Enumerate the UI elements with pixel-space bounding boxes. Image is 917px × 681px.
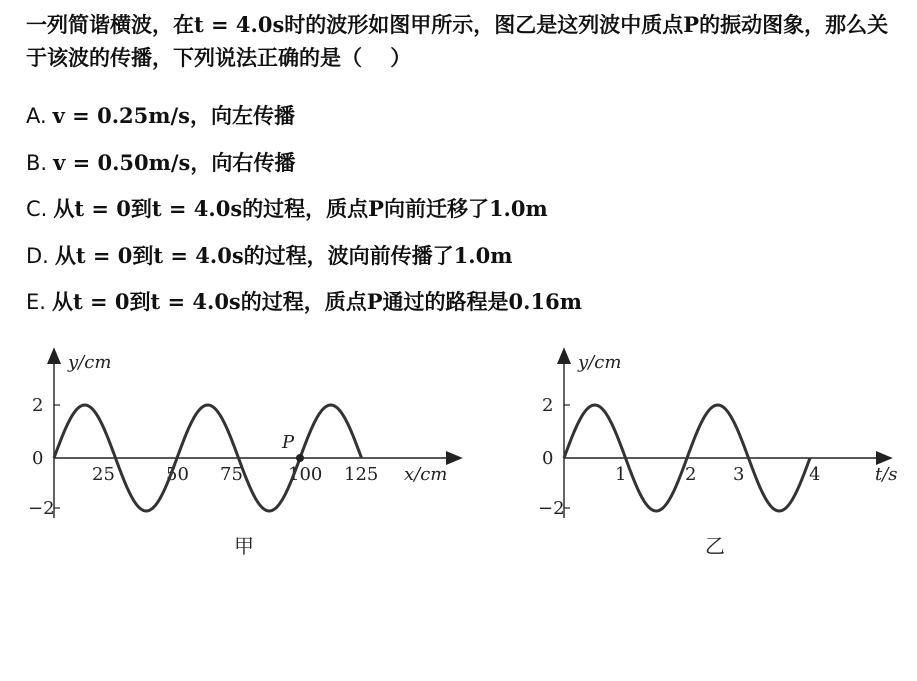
option-text: 从t = 0到t = 4.0s的过程，波向前传播了1.0m (54, 243, 513, 268)
x-tick-label: 25 (92, 464, 115, 485)
t-tick-label: 3 (733, 464, 745, 485)
option-a[interactable] (26, 100, 295, 130)
caption-yi: 乙 (705, 534, 725, 558)
x-axis-label: x/cm (404, 464, 448, 485)
t-tick-label: 1 (615, 464, 627, 485)
option-text: v = 0.25m/s，向左传播 (52, 103, 295, 128)
option-letter: A. (26, 104, 47, 128)
vibration-graph-yi (532, 340, 907, 540)
y-tick-label: −2 (28, 498, 55, 519)
figure-yi (532, 340, 907, 540)
option-e[interactable] (26, 286, 582, 316)
option-letter: D. (26, 244, 49, 268)
option-letter: C. (26, 197, 48, 221)
option-b[interactable] (26, 147, 295, 177)
option-letter: E. (26, 290, 46, 314)
point-p-marker (296, 454, 304, 462)
y-tick-label: −2 (538, 498, 565, 519)
t-tick-label: 2 (685, 464, 697, 485)
point-p-label: P (282, 432, 295, 453)
caption-jia: 甲 (234, 534, 254, 558)
x-tick-label: 100 (288, 464, 323, 485)
x-tick-label: 75 (220, 464, 243, 485)
x-tick-label: 125 (344, 464, 379, 485)
y-tick-label: 2 (32, 395, 44, 416)
option-text: 从t = 0到t = 4.0s的过程，质点P向前迁移了1.0m (53, 196, 548, 221)
option-c[interactable] (26, 193, 548, 223)
option-letter: B. (26, 151, 48, 175)
y-tick-label: 2 (542, 395, 554, 416)
y-tick-label: 0 (542, 448, 554, 469)
wave-graph-jia (22, 340, 482, 540)
y-axis-label: y/cm (68, 352, 112, 373)
y-tick-label: 0 (32, 448, 44, 469)
t-tick-label: 4 (809, 464, 821, 485)
question-stem: 一列简谐横波，在t = 4.0s时的波形如图甲所示，图乙是这列波中质点P的振动图象，那么关于该波的传播，下列说法正确的是（ ） (26, 12, 889, 70)
option-text: v = 0.50m/s，向右传播 (53, 150, 296, 175)
figure-jia (22, 340, 482, 540)
option-d[interactable] (26, 240, 512, 270)
option-text: 从t = 0到t = 4.0s的过程，质点P通过的路程是0.16m (51, 289, 582, 314)
y-axis-label: y/cm (578, 352, 622, 373)
t-axis-label: t/s (875, 464, 898, 485)
x-tick-label: 50 (166, 464, 189, 485)
